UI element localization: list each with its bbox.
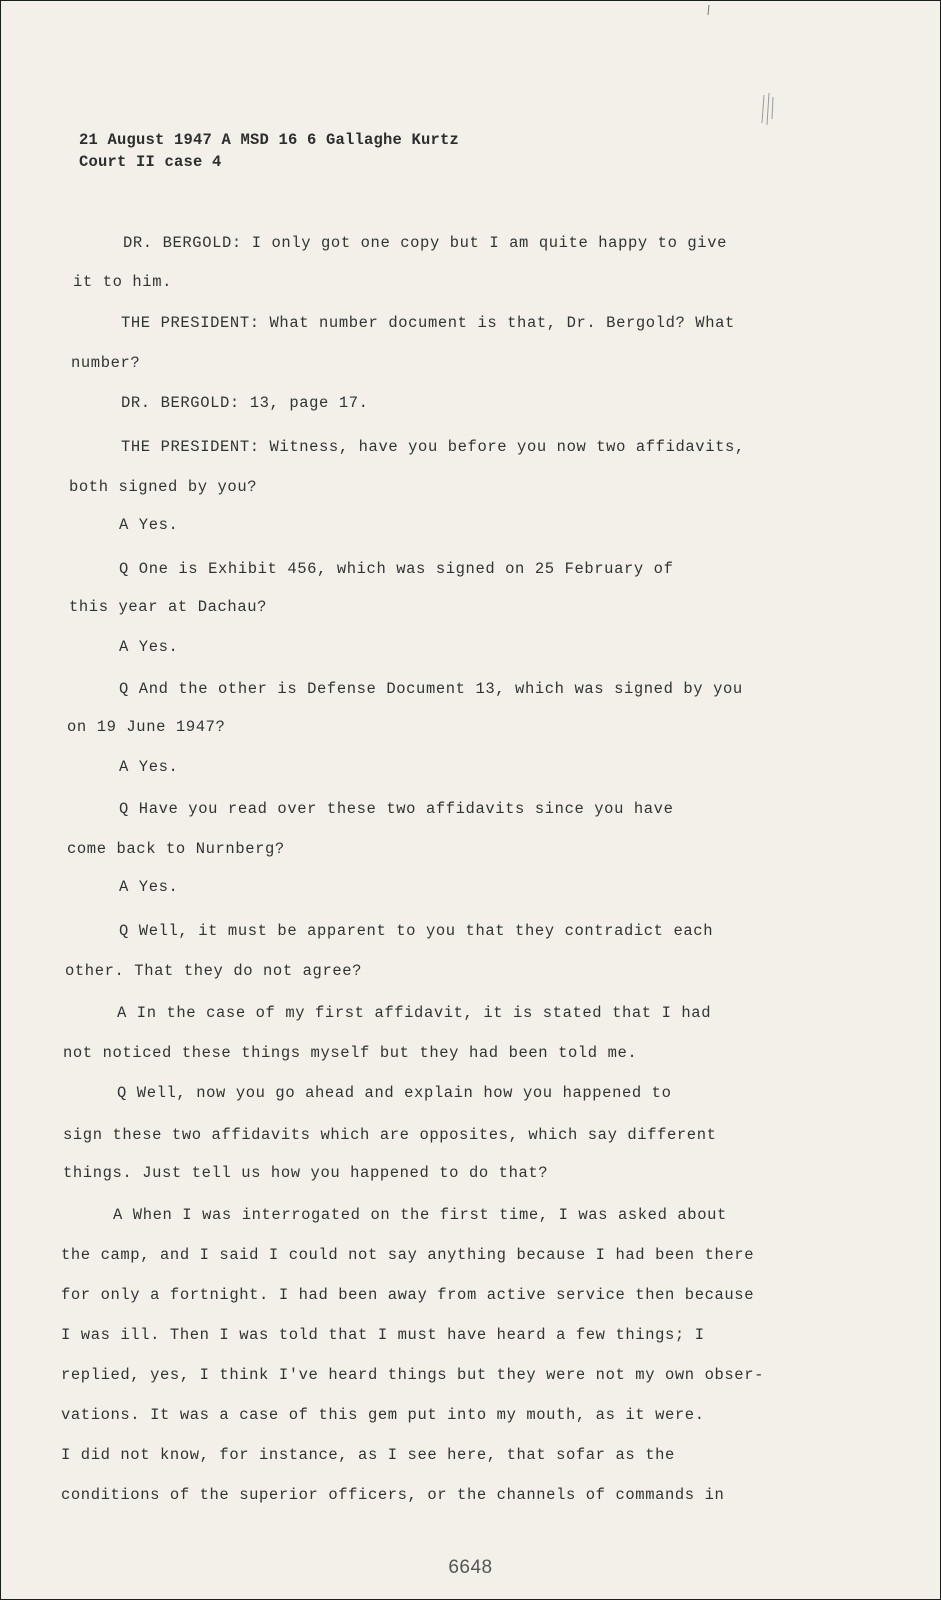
transcript-line: sign these two affidavits which are opposites, which say different [63,1126,717,1144]
transcript-line: vations. It was a case of this gem put into my mouth, as it were. [61,1406,705,1424]
transcript-line: the camp, and I said I could not say anything because I had been there [61,1246,755,1264]
transcript-line: THE PRESIDENT: What number document is that, Dr. Bergold? What [121,314,735,332]
header-court-case: Court II case 4 [79,153,222,171]
transcript-line: I did not know, for instance, as I see here, that sofar as the [61,1446,675,1464]
transcript-line: THE PRESIDENT: Witness, have you before you now two affidavits, [121,438,745,456]
transcript-line: other. That they do not agree? [65,962,363,980]
transcript-line: A When I was interrogated on the first time, I was asked about [113,1206,727,1224]
transcript-line: Q Well, now you go ahead and explain how you happened to [117,1084,672,1102]
document-header [79,129,459,173]
transcript-line: A Yes. [119,758,179,776]
transcript-line: it to him. [73,273,173,291]
transcript-line: number? [71,354,141,372]
transcript-line: Q And the other is Defense Document 13, which was signed by you [119,680,743,698]
transcript-line: this year at Dachau? [69,598,268,616]
transcript-line: not noticed these things myself but they had been told me. [63,1044,638,1062]
transcript-line: conditions of the superior officers, or the channels of commands in [61,1486,725,1504]
transcript-line: Q Well, it must be apparent to you that they contradict each [119,922,714,940]
transcript-line: A Yes. [119,878,179,896]
transcript-line: on 19 June 1947? [67,718,226,736]
margin-tick-mark [706,5,712,15]
transcript-line: for only a fortnight. I had been away from active service then because [61,1286,755,1304]
transcript-line: Q One is Exhibit 456, which was signed on 25 February of [119,560,674,578]
transcript-line: A In the case of my first affidavit, it is stated that I had [117,1004,712,1022]
header-date-reference: 21 August 1947 A MSD 16 6 Gallaghe Kurtz [79,131,460,149]
transcript-line: come back to Nurnberg? [67,840,285,858]
transcript-line: Q Have you read over these two affidavits since you have [119,800,674,818]
transcript-line: things. Just tell us how you happened to do that? [63,1164,549,1182]
pencil-mark [761,93,775,127]
transcript-line: DR. BERGOLD: 13, page 17. [121,394,369,412]
transcript-line: A Yes. [119,516,179,534]
transcript-line: A Yes. [119,638,179,656]
transcript-line: both signed by you? [69,478,258,496]
transcript-line: DR. BERGOLD: I only got one copy but I am quite happy to give [123,234,727,252]
transcript-line: I was ill. Then I was told that I must have heard a few things; I [61,1326,705,1344]
transcript-line: replied, yes, I think I've heard things but they were not my own obser- [61,1366,765,1384]
page-number: 6648 [448,1557,493,1578]
